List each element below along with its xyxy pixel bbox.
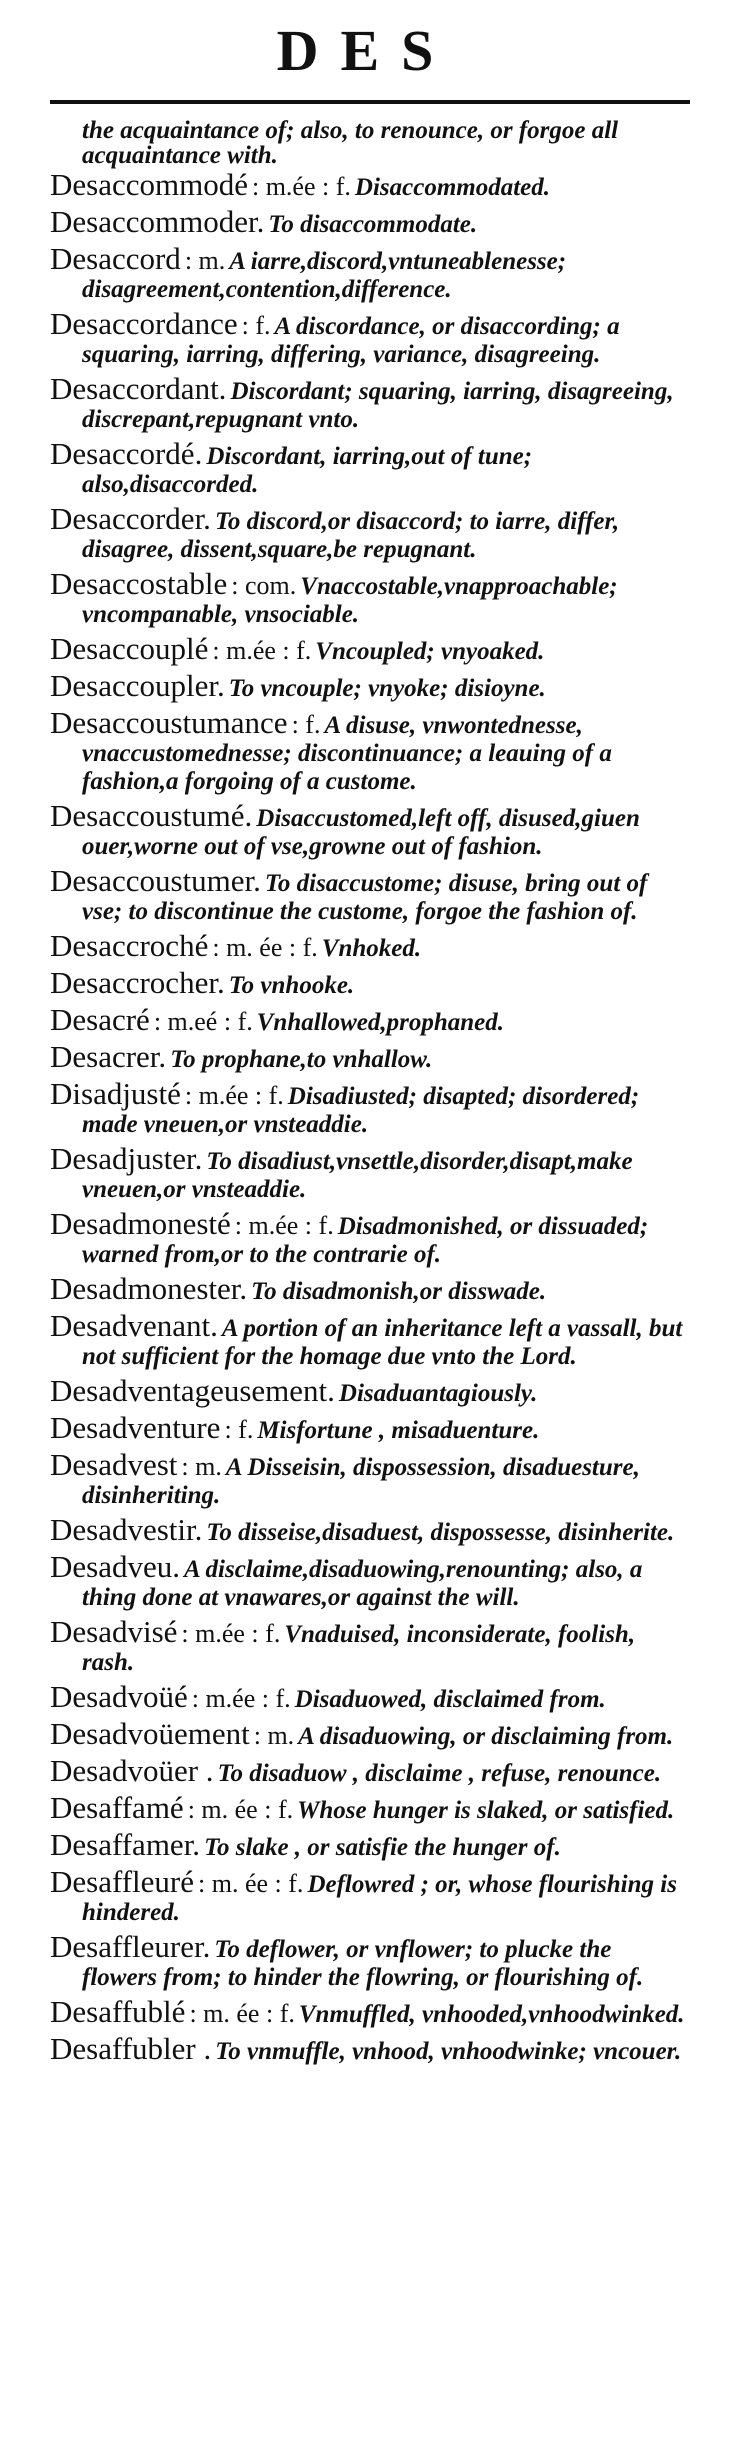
entry-definition: Discordant; squaring, iarring, disagreeing, discrepant,repugnant vnto.: [82, 378, 674, 433]
entry-headword: Desaccordant.: [50, 371, 227, 406]
dictionary-entry: [50, 1753, 690, 1789]
dictionary-entry: [50, 1549, 690, 1613]
entry-headword: Desaccoustumance: [50, 705, 288, 740]
dictionary-entry: [50, 204, 690, 240]
entry-headword: Desaccordé.: [50, 436, 203, 471]
entry-grammar: : m.ée : f.: [212, 636, 312, 665]
dictionary-entry: [50, 928, 690, 964]
entry-definition: To deflower, or vnflower; to plucke the flowers from; to hinder the flowring, or flourishing of.: [82, 1936, 644, 1991]
dictionary-entry: [50, 1994, 690, 2030]
entry-definition: To discord,or disaccord; to iarre, differ, disagree, dissent,square,be repugnant.: [82, 508, 620, 563]
dictionary-entry: [50, 1614, 690, 1678]
entry-grammar: : m.eé : f.: [153, 1007, 253, 1036]
entry-grammar: : m.ée : f.: [251, 172, 351, 201]
entry-definition: To vncouple; vnyoke; disioyne.: [228, 675, 546, 702]
entry-definition: A discordance, or disaccording; a squaring, iarring, differing, variance, disagreeing.: [82, 313, 620, 368]
entry-definition: Vnaccostable,vnapproachable; vncompanable, vnsociable.: [82, 573, 618, 628]
entry-grammar: : f.: [224, 1415, 254, 1444]
entry-definition: A disuse, vnwontednesse, vnaccustomednesse; discontinuance; a leauing of a fashion,a forgoing of a custome.: [82, 712, 612, 795]
entry-headword: Desaccommodé: [50, 167, 248, 202]
entry-headword: Desaccrocher.: [50, 965, 225, 1000]
entry-headword: Desadventageusement.: [50, 1373, 335, 1408]
entry-headword: Desaffamé: [50, 1790, 184, 1825]
entry-definition: To disadiust,vnsettle,disorder,disapt,make vneuen,or vnsteaddie.: [82, 1148, 633, 1203]
dictionary-entry: [50, 1447, 690, 1511]
entry-definition: To disseise,disaduest, dispossesse, disinherite.: [206, 1519, 675, 1546]
entry-headword: Desaccorder.: [50, 501, 211, 536]
entry-grammar: : m.ée : f.: [191, 1684, 291, 1713]
entry-headword: Desaffublé: [50, 1994, 186, 2029]
dictionary-entry: [50, 1864, 690, 1928]
dictionary-entry: [50, 1790, 690, 1826]
entry-definition: A portion of an inheritance left a vassall, but not sufficient for the homage due vnto the Lord.: [82, 1315, 683, 1370]
entry-headword: Desaffleurer.: [50, 1929, 211, 1964]
entry-definition: Disadiusted; disapted; disordered; made vneuen,or vnsteaddie.: [82, 1083, 640, 1138]
dictionary-entry: [50, 1039, 690, 1075]
entry-headword: Desaccoupler.: [50, 668, 225, 703]
entry-headword: Desadveu.: [50, 1549, 180, 1584]
entry-headword: Desaffleuré: [50, 1864, 195, 1899]
page-header: DES: [276, 17, 456, 83]
entry-headword: Desadventure: [50, 1410, 221, 1445]
dictionary-entry: [50, 1271, 690, 1307]
dictionary-entry: [50, 1076, 690, 1140]
entry-headword: Desadvoüement: [50, 1716, 250, 1751]
entry-grammar: : m. ée : f.: [187, 1795, 294, 1824]
entry-grammar: : com.: [231, 571, 297, 600]
entry-definition: Disaduowed, disclaimed from.: [294, 1686, 606, 1713]
entry-grammar: : m. ée : f.: [212, 933, 318, 962]
dictionary-entry: [50, 1929, 690, 1993]
entry-definition: Vnaduised, inconsiderate, foolish, rash.: [82, 1621, 636, 1676]
entry-definition: To slake , or satisfie the hunger of.: [204, 1834, 561, 1861]
entry-grammar: : m.: [253, 1721, 295, 1750]
dictionary-entry: [50, 436, 690, 500]
entry-headword: Desadvisé: [50, 1614, 178, 1649]
entry-headword: Desadjuster.: [50, 1141, 203, 1176]
entry-grammar: : f.: [291, 710, 321, 739]
entry-headword: Desaccostable: [50, 566, 228, 601]
entry-definition: Discordant, iarring,out of tune; also,disaccorded.: [82, 443, 533, 498]
entry-headword: Desadvestir.: [50, 1512, 203, 1547]
dictionary-entry: [50, 863, 690, 927]
entry-grammar: : m.: [181, 1452, 222, 1481]
dictionary-entry: [50, 1410, 690, 1446]
entry-headword: Desacrer.: [50, 1039, 167, 1074]
entry-headword: Desadvest: [50, 1447, 178, 1482]
entry-definition: Vnmuffled, vnhooded,vnhoodwinked.: [298, 2001, 685, 2028]
dictionary-entry: [50, 1002, 690, 1038]
entry-definition: Vnhallowed,prophaned.: [256, 1009, 505, 1036]
entry-headword: Desaccroché: [50, 928, 209, 963]
entry-grammar: : m.ée : f.: [184, 1081, 284, 1110]
entry-headword: Desaccordance: [50, 306, 238, 341]
entry-headword: Desaccoustumer.: [50, 863, 261, 898]
entry-headword: Desadvoüé: [50, 1679, 188, 1714]
dictionary-entry: [50, 965, 690, 1001]
entry-headword: Desaccoustumé.: [50, 798, 253, 833]
entry-grammar: : m. ée : f.: [198, 1869, 304, 1898]
entry-definition: Disaduantagiously.: [338, 1380, 538, 1407]
entry-grammar: : m.ée : f.: [234, 1211, 334, 1240]
entry-definition: Misfortune , misaduenture.: [257, 1417, 540, 1444]
entry-definition: Deflowred ; or, whose flourishing is hindered.: [82, 1871, 677, 1926]
entry-headword: Desaccord: [50, 241, 181, 276]
dictionary-entry: [50, 501, 690, 565]
entry-headword: Desaffamer.: [50, 1827, 201, 1862]
dictionary-entry: [50, 798, 690, 862]
entry-definition: Disadmonished, or dissuaded; warned from,or to the contrarie of.: [82, 1213, 649, 1268]
entry-definition: To vnhooke.: [228, 972, 355, 999]
continuation-text: the acquaintance of; also, to renounce, or forgoe all acquaintance with.: [82, 117, 619, 169]
entry-definition: To disaccommodate.: [268, 211, 478, 238]
entry-headword: Desadmonesté: [50, 1206, 231, 1241]
entry-definition: To vnmuffle, vnhood, vnhoodwinke; vncouer.: [215, 2038, 682, 2065]
dictionary-entry: [50, 566, 690, 630]
dictionary-entry: [50, 1141, 690, 1205]
dictionary-entry: [50, 167, 690, 203]
entry-definition: Disaccustomed,left off, disused,giuen ouer,worne out of vse,growne out of fashion.: [82, 805, 640, 860]
entry-definition: To disaduow , disclaime , refuse, renounce.: [217, 1760, 662, 1787]
dictionary-entry: [50, 241, 690, 305]
entry-grammar: : m.: [184, 246, 226, 275]
dictionary-entry: [50, 2031, 690, 2067]
dictionary-entry: [50, 1373, 690, 1409]
entry-list: [50, 167, 690, 2067]
entry-definition: A iarre,discord,vntuneablenesse; disagreement,contention,difference.: [82, 248, 567, 303]
dictionary-entry: [50, 1716, 690, 1752]
entry-definition: A disaduowing, or disclaiming from.: [298, 1723, 674, 1750]
entry-definition: Disaccommodated.: [354, 174, 551, 201]
entry-definition: A disclaime,disaduowing,renounting; also, a thing done at vnawares,or against the will.: [82, 1556, 643, 1611]
entry-definition: To prophane,to vnhallow.: [170, 1046, 433, 1073]
entries-column: [0, 104, 732, 2067]
dictionary-entry: [50, 306, 690, 370]
entry-definition: To disadmonish,or disswade.: [251, 1278, 547, 1305]
entry-definition: A Disseisin, dispossession, disaduesture, disinheriting.: [82, 1454, 640, 1509]
entry-headword: Desaffubler .: [50, 2031, 212, 2066]
entry-definition: To disaccustome; disuse, bring out of vse; to discontinue the custome, forgoe the fashion of.: [82, 870, 648, 925]
dictionary-entry: [50, 631, 690, 667]
entry-headword: Disadjusté: [50, 1076, 181, 1111]
dictionary-entry: [50, 1827, 690, 1863]
dictionary-entry: [50, 1308, 690, 1372]
dictionary-entry: [50, 1679, 690, 1715]
entry-headword: Desadvoüer .: [50, 1753, 214, 1788]
entry-definition: Vncoupled; vnyoaked.: [315, 638, 545, 665]
dictionary-entry: [50, 371, 690, 435]
entry-headword: Desaccommoder.: [50, 204, 265, 239]
entry-headword: Desadvenant.: [50, 1308, 218, 1343]
entry-headword: Desaccouplé: [50, 631, 209, 666]
entry-grammar: : f.: [241, 311, 271, 340]
dictionary-entry: [50, 705, 690, 797]
dictionary-entry: [50, 1512, 690, 1548]
entry-definition: Vnhoked.: [321, 935, 422, 962]
entry-headword: Desadmonester.: [50, 1271, 248, 1306]
entry-headword: Desacré: [50, 1002, 150, 1037]
dictionary-entry: [50, 1206, 690, 1270]
entry-grammar: : m.ée : f.: [181, 1619, 281, 1648]
entry-grammar: : m. ée : f.: [189, 1999, 295, 2028]
entry-definition: Whose hunger is slaked, or satisfied.: [297, 1797, 675, 1824]
dictionary-entry: [50, 668, 690, 704]
